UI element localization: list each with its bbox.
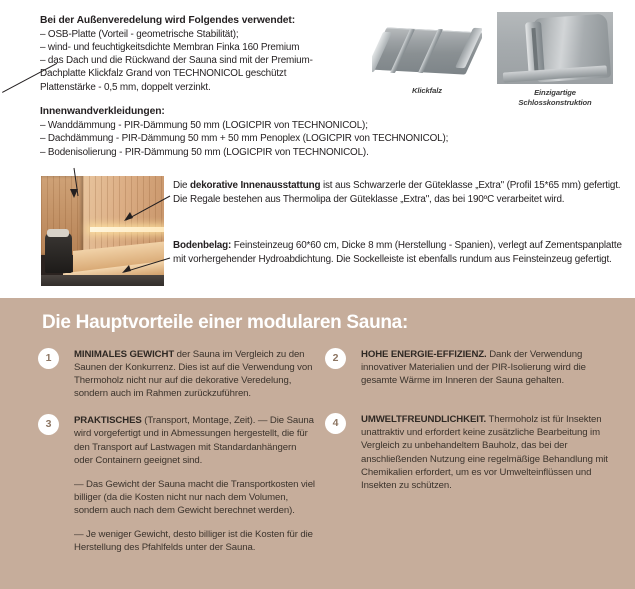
- floor-paragraph: [173, 239, 625, 266]
- figure-schlosskonstruktion: [497, 12, 613, 107]
- outer-cladding-line-2: – wind- und feuchtigkeitsdichte Membran Finka 160 Premium: [40, 41, 300, 53]
- inner-cladding-line-1: – Wanddämmung - PIR-Dämmung 50 mm (LOGICPIR von TECHNONICOL);: [40, 120, 368, 131]
- floor-bold: Bodenbelag:: [173, 240, 232, 251]
- advantage-item-3: [38, 414, 316, 554]
- inner-cladding-title: Innenwandverkleidungen:: [40, 106, 165, 117]
- advantages-column-left: [38, 348, 316, 568]
- advantage-body-4: Thermoholz ist für Insekten unattraktiv und erfordert keine zusätzliche Bearbeitung im Vergleich zu unbehandeltem Bauholz, das bei der anschließenden Nutzung eine regelmäßige Behandlung mit Chemikalien erfordert, um es vor Umwelteinflüssen und Insekten zu schützen.: [361, 414, 608, 491]
- advantage-text-3: [74, 414, 316, 466]
- inner-cladding-line-3: – Bodenisolierung - PIR-Dämmung 50 mm (LOGICPIR von TECHNONICOL).: [40, 146, 369, 158]
- advantage-item-4: [325, 413, 615, 492]
- advantages-section: [0, 298, 635, 589]
- advantage-heading-2: HOHE ENERGIE-EFFIZIENZ.: [361, 349, 487, 360]
- advantage-text-2: [361, 348, 615, 387]
- advantage-badge-4: 4: [325, 413, 346, 434]
- advantage-extra-3-2: — Je weniger Gewicht, desto billiger ist die Kosten für die Herstellung des Pfahlfelds unter der Sauna.: [74, 529, 313, 554]
- decor-lead: Die: [173, 180, 190, 191]
- outer-cladding-line-3: – das Dach und die Rückwand der Sauna sind mit der Premium-: [40, 55, 313, 67]
- advantage-text-4: [361, 413, 615, 492]
- floor-rest: Feinsteinzeug 60*60 cm, Dicke 8 mm (Herstellung - Spanien), verlegt auf Zementspanplatte mit vorhergehender Hydroabdichtung. Die Sockelleiste ist ebenfalls rundum aus Feinsteinzeug gefertigt.: [173, 240, 622, 265]
- inner-cladding-block: [40, 105, 470, 159]
- decor-paragraph: [173, 179, 625, 206]
- advantage-badge-3: 3: [38, 414, 59, 435]
- figure-schloss-caption-line1: Einzigartige: [534, 88, 576, 97]
- metal-roof-panel-photo: [372, 16, 482, 82]
- decor-rest: ist aus Schwarzerle der Güteklasse „Extra" (Profil 15*65 mm) gefertigt. Die Regale bestehen aus Thermolipa der Güteklasse „Extra", das bei 190ºC verarbeitet wird.: [173, 180, 621, 205]
- outer-cladding-block: [40, 14, 370, 94]
- advantage-item-2: [325, 348, 615, 387]
- figure-schloss-caption-line2: Schlosskonstruktion: [518, 97, 592, 107]
- advantage-text-1: [74, 348, 316, 400]
- outer-cladding-line-5: Plattenstärke - 0,5 mm, doppelt verzinkt.: [40, 81, 211, 93]
- advantage-body-1: der Sauna im Vergleich zu den Saunen der Konkurrenz. Dies ist auf die Verwendung von Thermoholz nicht nur auf die dekorative Veredelung, sondern auch im Rahmen zurückzuführen.: [74, 349, 313, 400]
- advantage-heading-3: PRAKTISCHES: [74, 415, 142, 427]
- advantage-item-1: [38, 348, 316, 400]
- figure-klickfalz-caption: Klickfalz: [412, 86, 442, 95]
- advantage-badge-1: 1: [38, 348, 59, 369]
- sauna-interior-photo: [41, 176, 164, 286]
- advantage-body-2: Dank der Verwendung innovativer Materialien und der PIR-Isolierung wird die gesamte Wärme im Inneren der Sauna gehalten.: [361, 349, 586, 387]
- outer-cladding-line-4: Dachplatte Klickfalz Grand von TECHNONICOL geschützt: [40, 68, 287, 80]
- figure-klickfalz: [372, 16, 482, 96]
- outer-cladding-title: Bei der Außenveredelung wird Folgendes verwendet:: [40, 15, 296, 26]
- advantage-heading-4: UMWELTFREUNDLICHKEIT.: [361, 414, 487, 426]
- advantages-column-right: [325, 348, 615, 506]
- decor-bold: dekorative Innenausstattung: [189, 180, 321, 191]
- advantage-badge-2: 2: [325, 348, 346, 369]
- lock-profile-photo: [497, 12, 613, 84]
- inner-cladding-line-2: – Dachdämmung - PIR-Dämmung 50 mm + 50 mm Penoplex (LOGICPIR von TECHNONICOL);: [40, 133, 449, 145]
- advantage-extra-3-1: — Das Gewicht der Sauna macht die Transportkosten viel billiger (da die Kosten nicht nur nach dem Volumen, sondern auch nach dem Gewicht berechnet werden).: [74, 478, 315, 516]
- advantage-body-3: (Transport, Montage, Zeit). — Die Sauna wird vorgefertigt und in Abmessungen hergestellt, die für den Transport auf Lastwagen mit Standardanhängern oder Containern geeignet sind.: [74, 415, 314, 466]
- outer-cladding-line-1: – OSB-Platte (Vorteil - geometrische Stabilität);: [40, 28, 239, 40]
- advantages-title: Die Hauptvorteile einer modularen Sauna:: [42, 312, 408, 333]
- advantage-heading-1: MINIMALES GEWICHT: [74, 349, 175, 360]
